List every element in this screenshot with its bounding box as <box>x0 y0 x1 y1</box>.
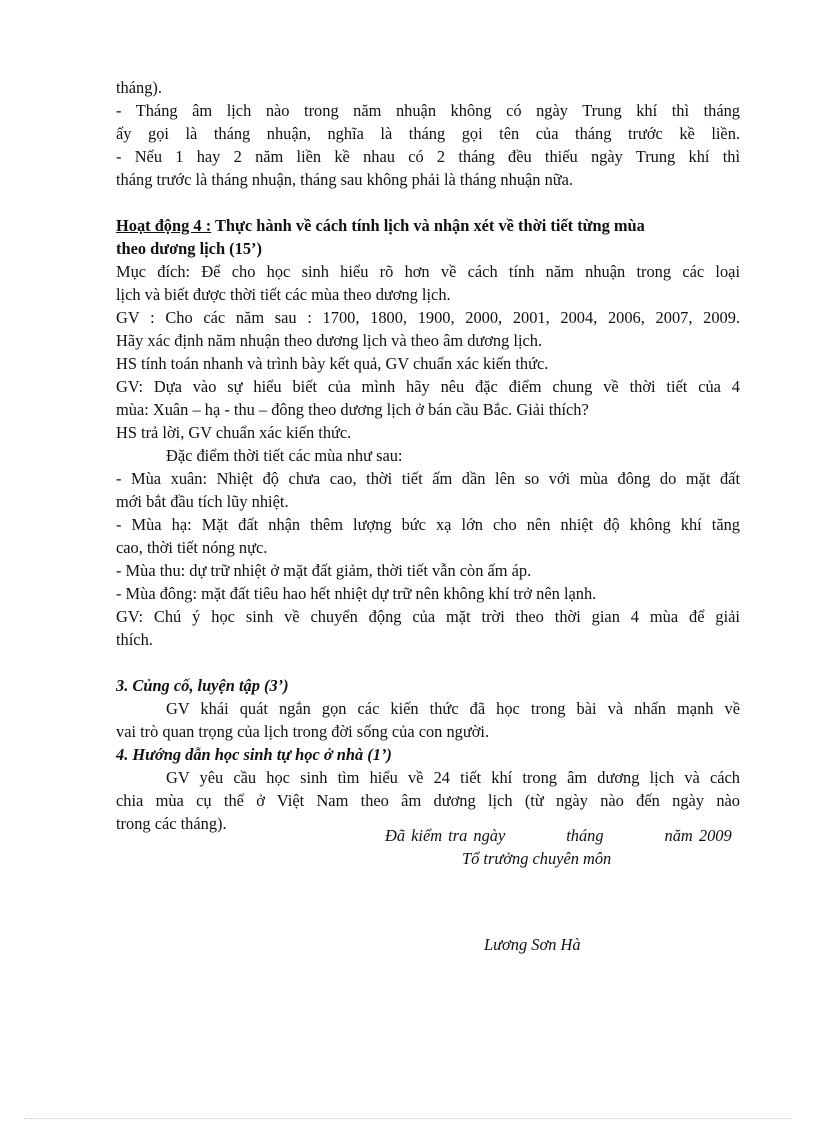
document-body <box>116 76 740 835</box>
activity4-label: Hoạt động 4 : <box>116 216 212 235</box>
section3-line-1: GV khái quát ngắn gọn các kiến thức đã học trong bài và nhấn mạnh về <box>166 699 740 718</box>
activity4-line-1: Mục đích: Để cho học sinh hiểu rõ hơn về cách tính năm nhuận trong các loại <box>116 262 740 281</box>
season-line-7: GV: Chú ý học sinh về chuyển động của mặt trời theo thời gian 4 mùa để giải <box>116 607 740 626</box>
intro-line-2: - Tháng âm lịch nào trong năm nhuận không có ngày Trung khí thì tháng <box>116 101 740 120</box>
activity4-title-1: Thực hành về cách tính lịch và nhận xét về thời tiết từng mùa <box>211 216 645 235</box>
activity4-line-7: mùa: Xuân – hạ - thu – đông theo dương lịch ở bán cầu Bắc. Giải thích? <box>116 400 589 419</box>
section4-line-1: GV yêu cầu học sinh tìm hiểu về 24 tiết khí trong âm dương lịch và cách <box>166 768 740 787</box>
section3-line-2: vai trò quan trọng của lịch trong đời sống của con người. <box>116 722 490 741</box>
activity4-line-4: Hãy xác định năm nhuận theo dương lịch và theo âm dương lịch. <box>116 331 543 350</box>
signature-role: Tổ trưởng chuyên môn <box>462 849 612 868</box>
signature-name: Lương Sơn Hà <box>484 935 581 954</box>
section4-line-3: trong các tháng). <box>116 814 227 833</box>
spacer <box>116 191 740 214</box>
activity4-line-5: HS tính toán nhanh và trình bày kết quả, GV chuẩn xác kiến thức. <box>116 354 549 373</box>
intro-line-5: tháng trước là tháng nhuận, tháng sau không phải là tháng nhuận nữa. <box>116 170 574 189</box>
activity4-line-2: lịch và biết được thời tiết các mùa theo dương lịch. <box>116 285 451 304</box>
season-line-1: - Mùa xuân: Nhiệt độ chưa cao, thời tiết ấm dần lên so với mùa đông do mặt đất <box>116 469 740 488</box>
section4-line-2: chia mùa cụ thể ở Việt Nam theo âm dương lịch (từ ngày nào đến ngày nào <box>116 791 740 810</box>
intro-line-3: ấy gọi là tháng nhuận, nghĩa là tháng gọi tên của tháng trước kề liền. <box>116 124 740 143</box>
signature-checked-date: Đã kiểm tra ngày tháng năm 2009 <box>385 826 732 845</box>
intro-line-1: tháng). <box>116 78 162 97</box>
intro-line-4: - Nếu 1 hay 2 năm liền kề nhau có 2 tháng đều thiếu ngày Trung khí thì <box>116 147 740 166</box>
section4-title: 4. Hướng dẫn học sinh tự học ở nhà (1’) <box>116 745 392 764</box>
season-line-2: mới bắt đầu tích lũy nhiệt. <box>116 492 289 511</box>
section3-title: 3. Củng cố, luyện tập (3’) <box>116 676 289 695</box>
season-line-4: cao, thời tiết nóng nực. <box>116 538 268 557</box>
page-bottom-border <box>24 1118 792 1119</box>
activity4-title-2: theo dương lịch (15’) <box>116 239 262 258</box>
season-line-8: thích. <box>116 630 153 649</box>
season-line-3: - Mùa hạ: Mặt đất nhận thêm lượng bức xạ lớn cho nên nhiệt độ không khí tăng <box>116 515 740 534</box>
season-line-5: - Mùa thu: dự trữ nhiệt ở mặt đất giảm, thời tiết vẫn còn ấm áp. <box>116 561 532 580</box>
season-line-6: - Mùa đông: mặt đất tiêu hao hết nhiệt dự trữ nên không khí trở nên lạnh. <box>116 584 597 603</box>
seasons-intro: Đặc điểm thời tiết các mùa như sau: <box>166 446 403 465</box>
activity4-line-3: GV : Cho các năm sau : 1700, 1800, 1900, 2000, 2001, 2004, 2006, 2007, 2009. <box>116 308 740 327</box>
activity4-heading <box>116 214 740 237</box>
activity4-line-6: GV: Dựa vào sự hiểu biết của mình hãy nêu đặc điểm chung về thời tiết của 4 <box>116 377 740 396</box>
spacer <box>116 651 740 674</box>
activity4-line-8: HS trả lời, GV chuẩn xác kiến thức. <box>116 423 352 442</box>
